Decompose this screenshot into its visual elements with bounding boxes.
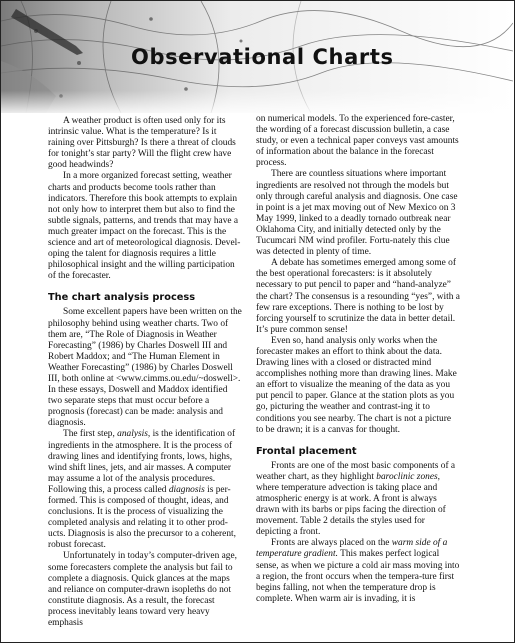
term-analysis: analysis, [117,429,151,440]
body-paragraph: Even so, hand analysis only works when the forecaster makes an effort to think about the data. Drawing lines with a closed or distracted mind accomplishes nothing more than drawing lines. Make an effort to visualize the meaning of the data as you put pencil to paper. Glance at the station plots as you go, picturing the weather and contrast-ing it to conditions you see nearby. The chart is not a picture to be drawn; it is a canvas for thought. [256,335,457,435]
right-column [256,114,460,605]
body-paragraph: Fronts are always placed on the warm side of a temperature gradient. This makes perfect logical sense, as when we picture a cold air mass moving into a region, the front occurs when the tempera-ture first begins falling, not when the temperature drop is complete. When warm air is invading, it is [256,538,460,604]
term-baroclinic-zones: baroclinic zones, [376,471,440,482]
body-paragraph: Fronts are one of the most basic components of a weather chart, as they highlight baroclinic zones, where temperature advection is taking place and atmospheric energy is at work. A front is always drawn with its barbs or pips facing the direction of movement. Table 2 details the styles used for depicting a front. [256,460,456,538]
term-diagnosis: diagnosis [168,484,205,495]
section-heading-chart-analysis: The chart analysis process [48,292,196,304]
page-title: Observational Charts [131,45,394,69]
body-paragraph: Some excellent papers have been written on the philosophy behind using weather charts. Two of them are, “The Role of Diagnosis in Weather Forecasting” (1986) by Charles Doswell III and Robert Maddox; and “The Human Element in Weather Forecasting” (1986) by Charles Doswell III, both online at <www.cimms.ou.edu/~doswell>. In these essays, Doswell and Maddox identified two separate steps that must occur before a prognosis (forecast) can be made: analysis and diagnosis. [48,307,242,429]
term-warm-side: warm side of a temperature gradient. [256,538,448,560]
left-column [48,114,243,629]
body-paragraph: A debate has sometimes emerged among some of the best operational forecasters: is it absolutely necessary to put pencil to paper and “hand-analyze” the chart? The consensus is a resounding “yes”, with a few rare exceptions. There is nothing to be lost by forcing yourself to scrutinize the data in better detail. It’s pure common sense! [256,258,460,335]
section-heading-frontal-placement: Frontal placement [256,445,357,457]
body-paragraph: on numerical models. To the experienced fore-caster, the wording of a forecast discussion bulletin, a case study, or even a technical paper conveys vast amounts of information about the balance in the forecast process. [256,114,459,169]
intro-paragraph: A weather product is often used only for its intrinsic value. What is the temperature? Is it raining over Pittsburgh? Is there a threat of clouds for tonight’s star party? Will the flight crew have good headwinds? [48,116,236,171]
intro-paragraph: In a more organized forecast setting, weather charts and products become tools rather than indicators. Therefore this book attempts to explain not only how to interpret them but also to find the subtle signals, patterns, and trends that may have a much greater impact on the forecast. This is the science and art of meteorological diagnosis. Devel-oping the talent for diagnosis requires a little philosophical insight and the willing participation of the forecaster. [48,171,241,282]
body-paragraph: Unfortunately in today’s computer-driven age, some forecasters complete the analysis but fail to complete a diagnosis. Quick glances at the maps and reliance on computer-drawn isopleths do not constitute diagnosis. As a result, the forecast process inevitably leans toward very heavy emphasis [48,551,237,629]
header-banner-image [1,1,513,113]
body-paragraph: The first step, analysis, is the identification of ingredients in the atmosphere. It is the process of drawing lines and identifying fronts, lows, highs, wind shift lines, jets, and air masses. A computer may assume a lot of the analysis procedures. Following this, a process called diagnosis is per-formed. This is composed of thought, ideas, and conclusions. It is the process of visualizing the completed analysis and relating it to other prod-ucts. Diagnosis is also the precursor to a coherent, robust forecast. [48,429,236,551]
body-paragraph: There are countless situations where important ingredients are resolved not through the models but only through careful analysis and diagnosis. One case in point is a jet max moving out of New Mexico on 3 May 1999, linked to a deadly tornado outbreak near Oklahoma City, and initially detected only by the Tucumcari NM wind profiler. Fortu-nately this clue was detected in plenty of time. [256,169,458,258]
